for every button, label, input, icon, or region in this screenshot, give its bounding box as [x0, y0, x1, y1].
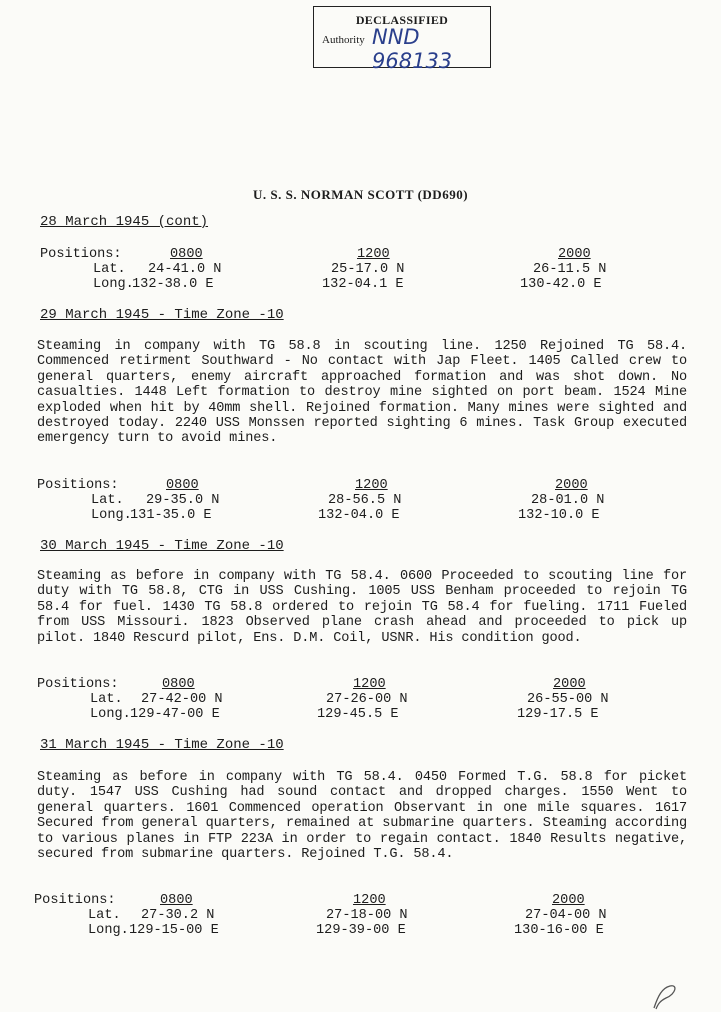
time-0800: 0800 — [160, 893, 193, 908]
long-0800: 132-38.0 E — [132, 277, 214, 292]
lat-2000: 27-04-00 N — [525, 908, 607, 923]
entry-heading: 28 March 1945 (cont) — [40, 214, 209, 230]
time-1200: 1200 — [355, 478, 388, 493]
long-label: Long. — [91, 508, 132, 523]
long-2000: 130-16-00 E — [514, 923, 604, 938]
lat-1200: 27-26-00 N — [326, 692, 408, 707]
lat-label: Lat. — [90, 692, 123, 707]
entry-heading: 29 March 1945 - Time Zone -10 — [40, 307, 284, 323]
lat-1200: 28-56.5 N — [328, 493, 402, 508]
positions-label: Positions: — [37, 478, 119, 493]
long-label: Long. — [88, 923, 129, 938]
time-2000: 2000 — [553, 677, 586, 692]
entry-heading: 31 March 1945 - Time Zone -10 — [40, 737, 284, 753]
declassified-stamp — [313, 6, 491, 73]
time-0800: 0800 — [166, 478, 199, 493]
stamp-authority-number: NND 968133 — [372, 25, 453, 73]
long-0800: 129-15-00 E — [129, 923, 219, 938]
lat-0800: 27-30.2 N — [141, 908, 215, 923]
stamp-title: DECLASSIFIED — [355, 13, 449, 27]
entry-narrative: Steaming in company with TG 58.8 in scouting line. 1250 Rejoined TG 58.4. Commenced retirment Southward - No contact with Jap Fleet. 1405 Called crew to general quarters, enemy aircraft approached formation and was shot down. No casualties. 1448 Left formation to destroy mine sighted on port beam. 1524 Mine exploded when hit by 40mm shell. Rejoined formation. Many mines were sighted and destroyed today. 2240 USS Monssen reported sighting 6 mines. Task Group executed emergency turn to avoid mines. — [37, 339, 687, 447]
long-2000: 132-10.0 E — [518, 508, 600, 523]
time-1200: 1200 — [353, 677, 386, 692]
time-0800: 0800 — [170, 247, 203, 262]
long-label: Long. — [90, 707, 131, 722]
long-0800: 131-35.0 E — [130, 508, 212, 523]
long-1200: 132-04.0 E — [318, 508, 400, 523]
long-2000: 130-42.0 E — [520, 277, 602, 292]
time-2000: 2000 — [558, 247, 591, 262]
lat-label: Lat. — [93, 262, 126, 277]
long-0800: 129-47-00 E — [130, 707, 220, 722]
lat-1200: 27-18-00 N — [326, 908, 408, 923]
time-2000: 2000 — [555, 478, 588, 493]
lat-1200: 25-17.0 N — [331, 262, 405, 277]
lat-0800: 29-35.0 N — [146, 493, 220, 508]
lat-2000: 26-11.5 N — [533, 262, 607, 277]
long-1200: 129-39-00 E — [316, 923, 406, 938]
time-2000: 2000 — [552, 893, 585, 908]
long-1200: 129-45.5 E — [317, 707, 399, 722]
positions-label: Positions: — [37, 677, 119, 692]
long-1200: 132-04.1 E — [322, 277, 404, 292]
time-0800: 0800 — [162, 677, 195, 692]
lat-label: Lat. — [88, 908, 121, 923]
lat-2000: 28-01.0 N — [531, 493, 605, 508]
stamp-authority-label: Authority — [322, 34, 365, 46]
entry-narrative: Steaming as before in company with TG 58.4. 0450 Formed T.G. 58.8 for picket duty. 1547 USS Cushing had sound contact and dropped charges. 1550 Went to general quarters. 1601 Commenced operation Observant in one mile squares. 1617 Secured from general quarters, remained at submarine quarters. Steaming according to various planes in FTP 223A in order to regain contact. 1840 Results negative, secured from submarine quarters. Rejoined T.G. 58.4. — [37, 770, 687, 863]
entry-narrative: Steaming as before in company with TG 58.4. 0600 Proceeded to scouting line for duty with TG 58.8, CTG in USS Cushing. 1005 USS Benham proceeded to rejoin TG 58.4 for fuel. 1430 TG 58.8 ordered to rejoin TG 58.4 for fueling. 1711 Fueled from USS Missouri. 1823 Observed plane crash ahead and proceeded to pick up pilot. 1840 Rescurd pilot, Ens. D.M. Coil, USNR. His condition good. — [37, 569, 687, 646]
document-title: U. S. S. NORMAN SCOTT (DD690) — [252, 187, 469, 202]
lat-label: Lat. — [91, 493, 124, 508]
long-2000: 129-17.5 E — [517, 707, 599, 722]
entry-heading: 30 March 1945 - Time Zone -10 — [40, 538, 284, 554]
lat-2000: 26-55-00 N — [527, 692, 609, 707]
lat-0800: 27-42-00 N — [141, 692, 223, 707]
time-1200: 1200 — [353, 893, 386, 908]
lat-0800: 24-41.0 N — [148, 262, 222, 277]
long-label: Long. — [93, 277, 134, 292]
time-1200: 1200 — [357, 247, 390, 262]
positions-label: Positions: — [34, 893, 116, 908]
handwritten-initial-icon — [648, 982, 688, 1012]
positions-label: Positions: — [40, 247, 122, 262]
